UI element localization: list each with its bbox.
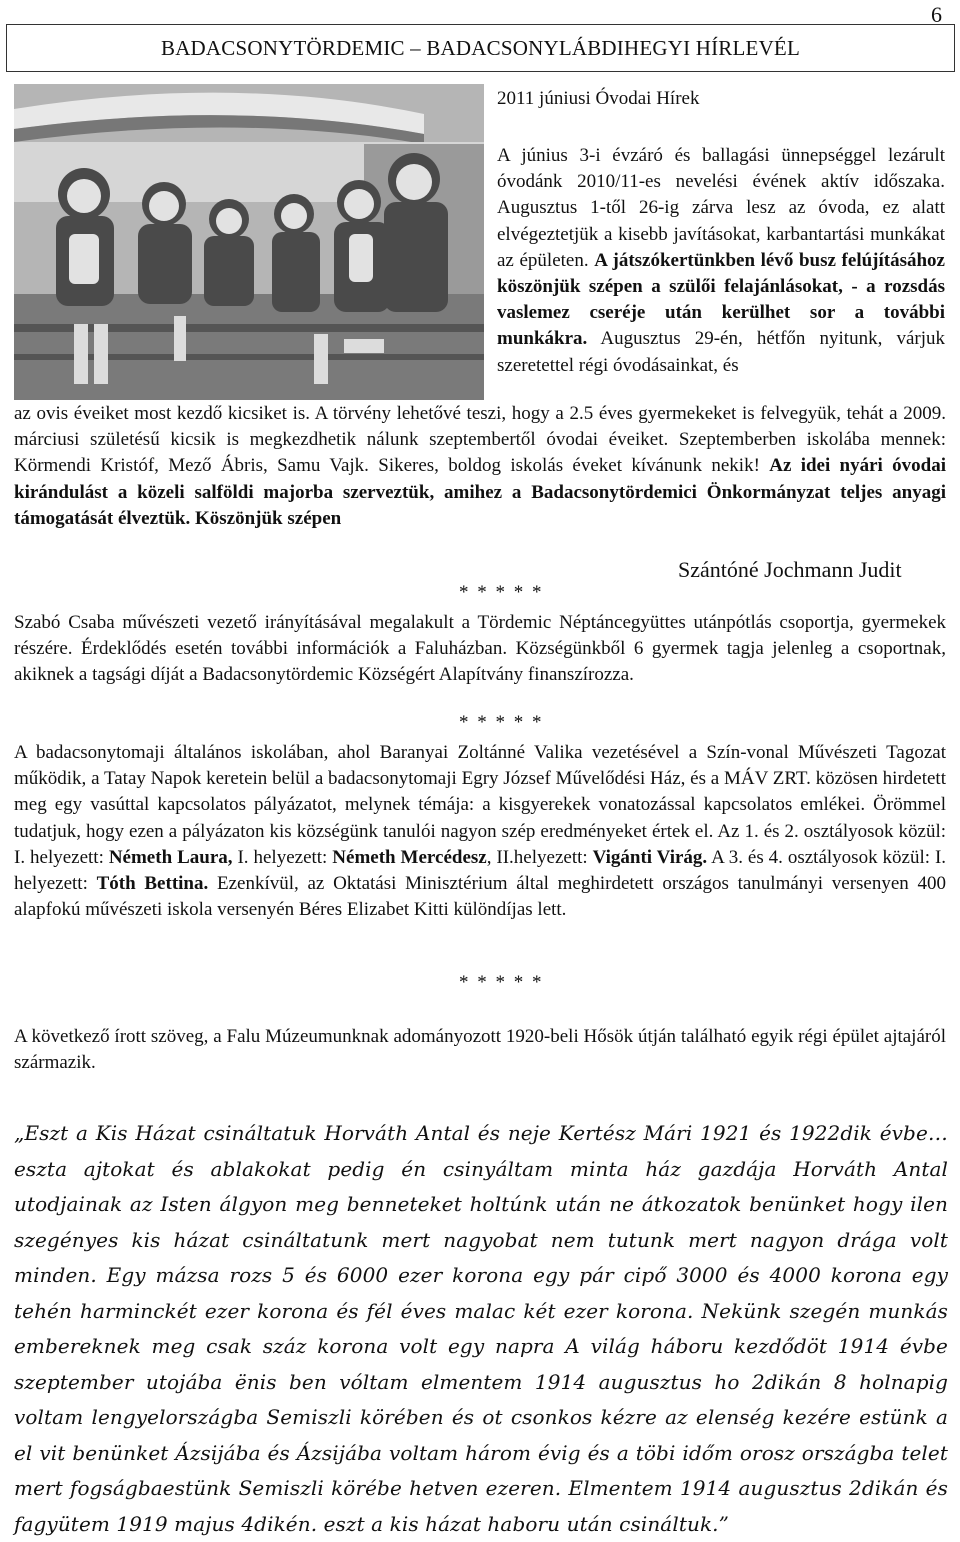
competition-text: A 3. és 4. osztályosok közül: I. helyezett: <box>14 846 947 895</box>
newsletter-title: BADACSONYTÖRDEMIC – BADACSONYLÁBDIHEGYI HÍRLEVÉL <box>160 35 800 60</box>
page-number: 6 <box>931 2 942 27</box>
kindergarten-news-intro <box>497 143 945 379</box>
winner-name: Németh Mercédesz <box>332 846 487 868</box>
competition-text: I. helyezett: <box>237 846 328 868</box>
door-inscription: „Eszt a Kis Házat csináltatuk Horváth Antal és neje Kertész Mári 1921 és 1922dik évbe… eszta ajtokat és ablakokat pedig én csinyáltam minta ház gazdája Horváth Antal utodjainak az Isten álgyon meg benneteket holtúnk után ne átkozatok benünket hogy ilen szegényes kis házat csináltatunk mert nagyobat nem tutunk mert nagyon drága volt minden. Egy mázsa rozs 5 és 6000 ezer korona egy pár cipő 3000 és 4000 korona egy tehén harminckét ezer korona és fél éves malac két ezer korona. Nekünk szegén munkás embereknek meg csak száz korona volt egy napra A világ háboru kezdődöt 1914 évbe szeptember utojába ënis ben vóltam elmentem 1914 augusztus ho 2dikán 8 holnapig voltam lengyelországba Semiszli körében és ot csonkos kézre az elenség kezére estünk a el vit benünket Ázsijába és Ázsijába voltam három évig és a töbi időm orosz országba telet mert fogságbaestünk Semiszli körébe hetven ezeren. Elmentem 1914 augusztus 2dikán és fagyütem 1919 majus 4dikén. eszt a kis házat haboru után csináltuk.” <box>14 1121 948 1536</box>
newsletter-header <box>6 24 955 72</box>
opening-text: Augusztus 29-én, hétfőn nyitunk, várjuk szeretettel régi óvodásainkat, és <box>497 328 946 376</box>
separator: * * * * * <box>459 582 544 603</box>
competition-text: , II.helyezett: <box>486 846 588 868</box>
kindergarten-photo <box>14 84 484 400</box>
signature: Szántóné Jochmann Judit <box>678 557 902 582</box>
winner-name: Németh Laura, <box>108 846 233 868</box>
separator: * * * * * <box>459 972 544 993</box>
intro-text: A június 3-i évzáró és ballagási ünnepséggel lezárult óvodánk 2010/11-es nevelési évének aktív időszaka. Augusztus 1-től 26-ig zárva lesz az óvoda, ez alatt elvégeztetjük a kisebb javításokat, karbantartási munkákat az épületen. <box>497 145 945 271</box>
separator: * * * * * <box>459 712 544 733</box>
competition-text: Ezenkívül, az Oktatási Minisztérium által meghirdetett országos tanulmányi versenyen 400 alapfokú művészeti iskola versenyén Béres Elizabet Kitti különdíjas lett. <box>14 873 947 921</box>
kindergarten-news-body <box>14 401 946 532</box>
winner-name: Vigánti Virág. <box>592 846 708 868</box>
school-competition-article <box>14 740 946 923</box>
folk-dance-article: Szabó Csaba művészeti vezető irányításával megalakult a Tördemic Néptáncegyüttes utánpótlás csoportja, gyermekek részére. Érdeklődés esetén további információk a Faluházban. Községünkből 6 gyermek tagja jelenleg a csoportnak, akiknek a tagsági díját a Badacsonytördemic Községért Alapítvány finanszírozza. <box>14 612 946 686</box>
excursion-thanks-bold: Az idei nyári óvodai kirándulást a közeli salföldi majorba szerveztük, amihez a Badacsonytördemici Önkormányzat teljes anyagi támogatását élveztük. Köszönjük szépen <box>14 455 946 529</box>
competition-text: A badacsonytomaji általános iskolában, ahol Baranyai Zoltánné Valika vezetésével a Szín-vonal Művészeti Tagozat működik, a Tatay Napok keretein belül a badacsonytomaji Egry József Művelődési Ház, és a MÁV ZRT. közösen hirdetett meg egy vasúttal kapcsolatos pályázatot, melynek témája: a kisgyerekek vonatozással kapcsolatos emlékei. Örömmel tudatjuk, hogy ezen a pályázaton kis községünk tanulói nagyon szép eredményeket értek el. Az 1. és 2. osztályosok közül: I. helyezett: <box>14 742 946 868</box>
winner-name: Tóth Bettina. <box>96 873 209 895</box>
museum-article: A következő írott szöveg, a Falu Múzeumunknak adományozott 1920-beli Hősök útján található egyik régi épület ajtajáról származik. <box>14 1026 946 1074</box>
article-title: 2011 júniusi Óvodai Hírek <box>497 88 700 109</box>
body-text: az ovis éveiket most kezdő kicsiket is. A törvény lehetővé teszi, hogy a 2.5 éves gyermekeket is felvegyük, tehát a 2009. márciusi születésű kicsik is megkezdhetik nálunk szeptembertől óvodai éveiket. Szeptemberben iskolába mennek: Körmendi Kristóf, Mező Ábris, Samu Vajk. Sikeres, boldog iskolás éveket kívánunk nekik! <box>14 403 946 477</box>
bus-thanks-bold: A játszókertünkben lévő busz felújításához köszönjük szépen a szülői felajánlásokat, - a rozsdás vaslemez cseréje után kerülhet sor a további munkákra. <box>497 249 945 350</box>
